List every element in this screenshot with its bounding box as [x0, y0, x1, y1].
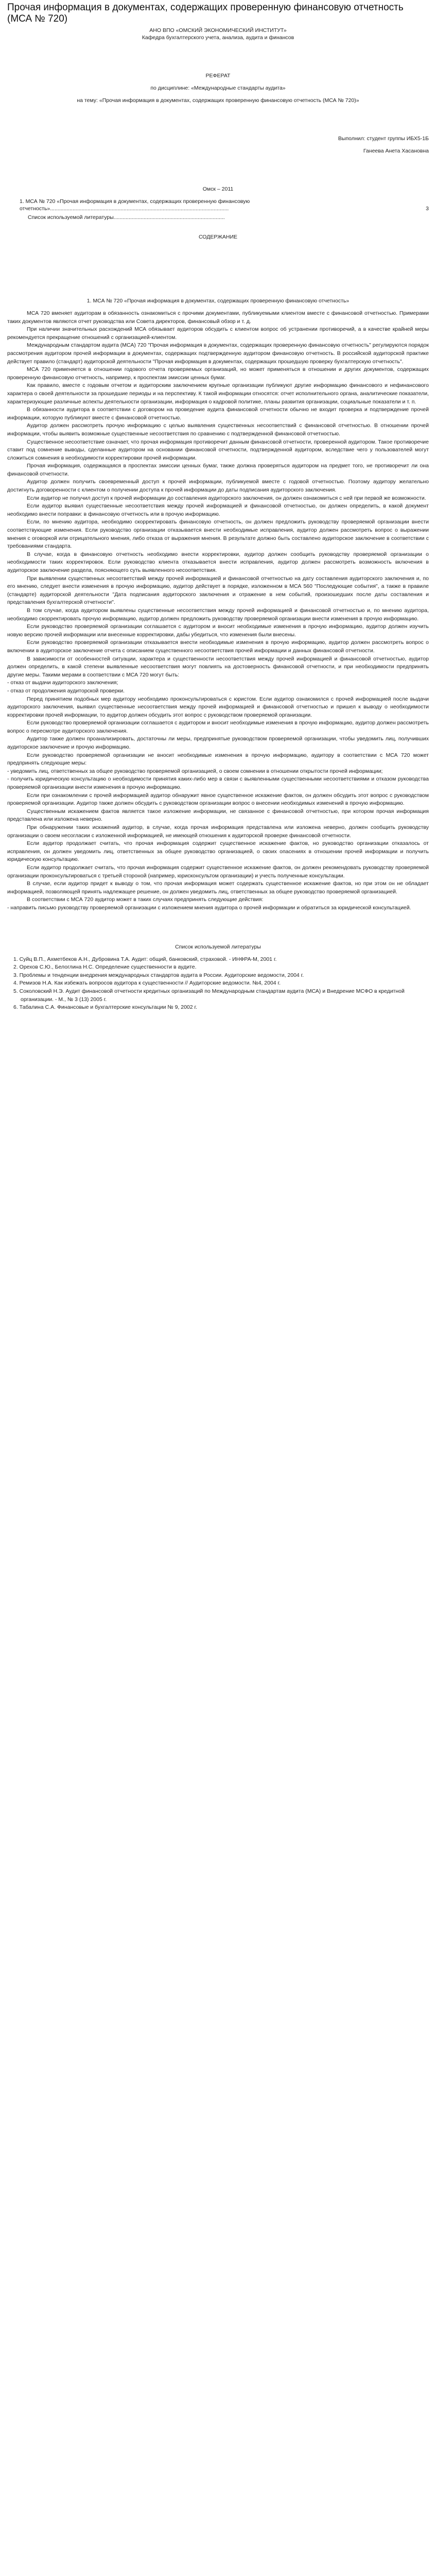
section-paragraph: Международным стандартом аудита (МСА) 720 "Прочая информация в документах, содержащих проверенную финансовую отчетность" регулируются порядок рассмотрения аудитором прочей информации в документах, содержащих подтвержденную аудитором финансовую отчетность. В российской аудиторской практике действует правило (стандарт) аудиторской деятельности "Прочая информация в документах, содержащих прошедшую проверку бухгалтерскую отчетность". — [7, 342, 429, 365]
section-paragraph: Если руководство проверяемой организации соглашается с аудитором и вносит необходимые изменения в прочую информацию, аудитор должен изучить новую версию прочей информации или внесенные корректировки, дабы убедиться, что изменения были внесены. — [7, 623, 429, 638]
section-paragraph: Существенным искажением фактов является такое изложение информации, не связанное с финансовой отчетностью, при котором прочая информация представлена или изложена неверно. — [7, 808, 429, 823]
section-paragraph: При обнаружении таких искажений аудитор, в случае, когда прочая информация представлена или изложена неверно, должен сообщить руководству организации о своем несогласии с изложенной информацией, не имеющей отношения к аудиторской проверке финансовой отчетности. — [7, 824, 429, 839]
cover-performed-by: Выполнил: студент группы ИБХ5-1Б — [338, 135, 429, 142]
section-paragraph: В том случае, когда аудитором выявлены существенные несоответствия между прочей информацией и финансовой отчетностью и, по мнению аудитора, необходимо скорректировать прочую информацию, аудитор должен предложить руководству проверяемой организации внести изменения в прочую информацию. — [7, 607, 429, 622]
section-paragraph: В соответствии с МСА 720 аудитор может в таких случаях предпринять следующие действия: — [27, 896, 264, 903]
section-paragraph: В случае, если аудитор придет к выводу о том, что прочая информация может содержать существенное искажение фактов, но при этом он не обладает информацией, позволяющей принять надлежащее решение, он должен уведомить лиц, ответственных за общее руководство проверяемой организацией. — [7, 880, 429, 895]
section-paragraph: Если, по мнению аудитора, необходимо скорректировать финансовую отчетность, он должен предложить руководству проверяемой организации внести соответствующие изменения. Если руководство организации отказывается внести необходимые исправления, аудитор должен рассмотреть вопрос о выражении мнения с оговоркой или отрицательного мнения, либо отказа от выражения мнения. В результате должно быть составлено аудиторское заключение в соответствии с требованиями стандарта. — [7, 519, 429, 550]
section-paragraph: Аудитор должен рассмотреть прочую информацию с целью выявления существенных несоответствий с финансовой отчетностью. В отношении прочей информации, чтобы выявить возможные существенные несоответствия по сравнению с подтвержденной финансовой отчетностью. — [7, 422, 429, 437]
document-title: Прочая информация в документах, содержащих проверенную финансовую отчетность (МСА № 720) — [7, 2, 404, 24]
section-paragraph: Аудитор должен получить своевременный доступ к прочей информации, публикуемой вместе с годовой отчетностью. Поэтому аудитору желательно достигнуть договоренности с клиентом о получении доступа к прочей информации до даты подписания аудиторского заключения. — [7, 479, 429, 494]
section-paragraph: Перед принятием подобных мер аудитору необходимо проконсультироваться с юристом. Если аудитор ознакомился с прочей информацией после выдачи аудиторского заключения, выявил существенные несоответствия между прочей информацией и финансовой отчетностью и пришел к выводу о необходимости корректировки прочей информации, то аудитор должен обсудить этот вопрос с руководством проверяемой организации. — [7, 696, 429, 718]
section-paragraph: Прочая информация, содержащаяся в проспектах эмиссии ценных бумаг, также должна проверяться аудитором на предмет того, не противоречит ли она финансовой отчетности. — [7, 463, 429, 477]
section-paragraph: Если руководство проверяемой организации соглашается с аудитором и вносит необходимые изменения в прочую информацию, аудитор должен рассмотреть вопрос о пересмотре аудиторского заключения. — [7, 720, 429, 734]
reference-item: 2. Орехов С.Ю., Белоглина Н.С. Определение существенности в аудите. — [13, 964, 197, 971]
section-heading: 1. МСА № 720 «Прочая информация в документах, содержащих проверенную финансовую отчетность» — [86, 298, 350, 304]
toc-item-text: 1. МСА № 720 «Прочая информация в документах, содержащих проверенную финансовую отчетность»....................................................................................................................... — [20, 198, 250, 212]
section-paragraph: - получить юридическую консультацию о необходимости принятия каких-либо мер в связи с выявленными существенными несоответствиями и отказом руководства проверяемой организации внести изменения в прочую информацию. — [7, 776, 429, 791]
section-paragraph: В случае, когда в финансовую отчетность необходимо внести корректировки, аудитор должен сообщить руководству проверяемой организации о необходимости таких корректировок. Если руководство клиента отказывается внести исправления, аудитор должен рассмотреть возможность включения в аудиторское заключение раздела, поясняющего суть выявленного несоответствия. — [7, 551, 429, 573]
toc-item — [7, 198, 429, 212]
section-paragraph: МСА 720 применяется в отношении годового отчета проверяемых организаций, но может применяться в отношении и других документов, содержащих проверенную финансовую отчетность, например, к проспектам эмиссии ценных бумаг. — [7, 366, 429, 381]
section-paragraph: Если аудитор не получил доступ к прочей информации до составления аудиторского заключения, он должен ознакомиться с ней при первой же возможности. — [27, 495, 426, 501]
section-paragraph: Если аудитор продолжает считать, что прочая информация содержит существенное искажение фактов, но руководство организации отказалось от исправления, он должен уведомить лиц, ответственных за общее руководство организацией, о своих опасениях в отношении прочей информации и получить юридическую консультацию. — [7, 840, 429, 863]
section-paragraph: Как правило, вместе с годовым отчетом и аудиторским заключением крупные организации публикуют другие информацию финансового и нефинансового характера о своей деятельности за прошедшие периоды и на перспективу. К такой информации относятся: отчет исполнительного органа, аналитические показатели, характеризующие различные аспекты деятельности организации, информация о кадровой политике, планы развития организации, социальные показатели и т. п. — [7, 382, 429, 405]
section-paragraph: - отказ от выдачи аудиторского заключения; — [7, 680, 118, 686]
cover-city-year: Омск – 2011 — [202, 186, 234, 192]
references-list — [7, 956, 429, 1012]
references-heading: Список используемой литературы — [175, 943, 261, 950]
cover-author: Ганеева Анета Хасановна — [363, 148, 429, 154]
department-name: Кафедра бухгалтерского учета, анализа, аудита и финансов — [142, 35, 294, 41]
section-paragraph: Аудитор также должен проанализировать, достаточны ли меры, предпринятые руководством проверяемой организации, чтобы уведомить лиц, получивших аудиторское заключение и прочую информацию. — [7, 736, 429, 751]
toc-item-page: 3 — [426, 206, 429, 212]
cover-topic: на тему: «Прочая информация в документах, содержащих проверенную финансовую отчетность (МСА № 720)» — [77, 97, 359, 104]
section-paragraph: Если руководство проверяемой организации не вносит необходимые изменения в прочую информацию, аудитору в соответствии с МСА 720 может предпринять следующие меры: — [7, 752, 429, 767]
institution-name: АНО ВПО «ОМСКИЙ ЭКОНОМИЧЕСКИЙ ИНСТИТУТ» — [149, 27, 287, 33]
section-paragraph: - отказ от продолжения аудиторской проверки. — [7, 687, 125, 694]
cover-discipline: по дисциплине: «Международные стандарты аудита» — [150, 85, 286, 91]
toc-item — [7, 214, 429, 221]
cover-type: РЕФЕРАТ — [205, 73, 231, 79]
section-paragraph: Если при ознакомлении с прочей информацией аудитор обнаружит явное существенное искажение фактов, он должен обсудить этот вопрос с руководством проверяемой организации. Аудитор также должен обсудить с руководством организации вопрос о внесении необходимых изменений в прочую информацию. — [7, 792, 429, 807]
section-paragraph: Существенное несоответствие означает, что прочая информация противоречит данным финансовой отчетности, проверенной аудитором. Такое противоречие ставит под сомнение выводы, сделанные аудитором на основании финансовой отчетности, подтвержденной аудитором, вследствие чего у пользователей могут сложиться сомнения в необходимости корректировки прочей информации. — [7, 438, 429, 461]
contents-heading: СОДЕРЖАНИЕ — [198, 234, 238, 240]
section-body — [7, 310, 429, 912]
section-paragraph: При выявлении существенных несоответствий между прочей информацией и финансовой отчетностью на дату составления аудиторского заключения и, по его мнению, следует внести изменения в прочую информацию, аудитор действует в порядке, изложенном в МСА 560 "Последующие события", а также в правиле (стандарте) аудиторской деятельности "Дата подписания аудиторского заключения и отражение в нем событий, произошедших после даты составления и представления бухгалтерской отчетности". — [7, 575, 429, 606]
section-paragraph: Если аудитор продолжает считать, что прочая информация содержит существенное искажение фактов, он должен рекомендовать руководству проверяемой организации проконсультироваться с третьей стороной (например, юрисконсультом организации) и учесть полученные консультации. — [7, 864, 429, 879]
section-paragraph: Если руководство проверяемой организации отказывается внести необходимые изменения в прочую информацию, аудитор должен рассмотреть вопрос о включении в аудиторское заключение отчета с описанием существенного несоответствия прочей информации и данных финансовой отчетности. — [7, 639, 429, 654]
toc-item-text: Список используемой литературы.......................................................................... — [28, 214, 225, 221]
section-paragraph: МСА 720 вменяет аудиторам в обязанность ознакомиться с прочими документами, публикуемыми клиентом вместе с финансовой отчетностью. Примерами таких документов являются отчет руководства или Совета директоров, финансовый обзор и т. д. — [7, 310, 429, 325]
section-paragraph: Если аудитор выявил существенные несоответствия между прочей информацией и финансовой отчетностью, он должен определить, в какой документ необходимо внести поправки: в финансовую отчетность или в прочую информацию. — [7, 503, 429, 517]
section-paragraph: - уведомить лиц, ответственных за общее руководство проверяемой организацией, о своем сомнении в отношении открытости прочей информации; — [7, 768, 383, 774]
section-paragraph: - направить письмо руководству проверяемой организации с изложением мнения аудитора о прочей информации и обратиться за юридической консультацией. — [7, 904, 411, 911]
reference-item: 4. Ремизов Н.А. Как избежать вопросов аудитора к существенности // Аудиторские ведомости. №4, 2004 г. — [13, 980, 281, 987]
section-paragraph: В зависимости от особенностей ситуации, характера и существенности несоответствия между прочей информацией и финансовой отчетностью, аудитор должен определить, в какой степени выявленные несоответствия могут повлиять на достоверность финансовой отчетности, и при необходимости предпринять другие меры. Такими мерами в соответствии с МСА 720 могут быть: — [7, 655, 429, 678]
reference-item: 5. Соколовский Н.Э. Аудит финансовой отчетности кредитных организаций по Международным стандартам аудита (МСА) и Внедрение МСФО в кредитной организации. - М., № 3 (13) 2005 г. — [13, 988, 405, 1003]
reference-item: 6. Табалина С.А. Финансовые и бухгалтерские консультации № 9, 2002 г. — [13, 1004, 197, 1011]
section-paragraph: При наличии значительных расхождений МСА обязывает аудиторов обсудить с клиентом вопрос об устранении противоречий, а в качестве крайней меры рекомендуется прекращение отношений с организацией-клиентом. — [7, 326, 429, 341]
section-paragraph: В обязанности аудитора в соответствии с договором на проведение аудита финансовой отчетности обычно не входит проверка и подтверждение прочей информации, которую публикуют вместе с финансовой отчетностью. — [7, 406, 429, 421]
reference-item: 1. Суйц В.П., Ахметбеков А.Н., Дубровина Т.А. Аудит: общий, банковский, страховой. - ИНФРА-М, 2001 г. — [13, 956, 277, 962]
reference-item: 3. Проблемы и тенденции внедрения международных стандартов аудита в России. Аудиторские ведомости, 2004 г. — [13, 972, 304, 978]
